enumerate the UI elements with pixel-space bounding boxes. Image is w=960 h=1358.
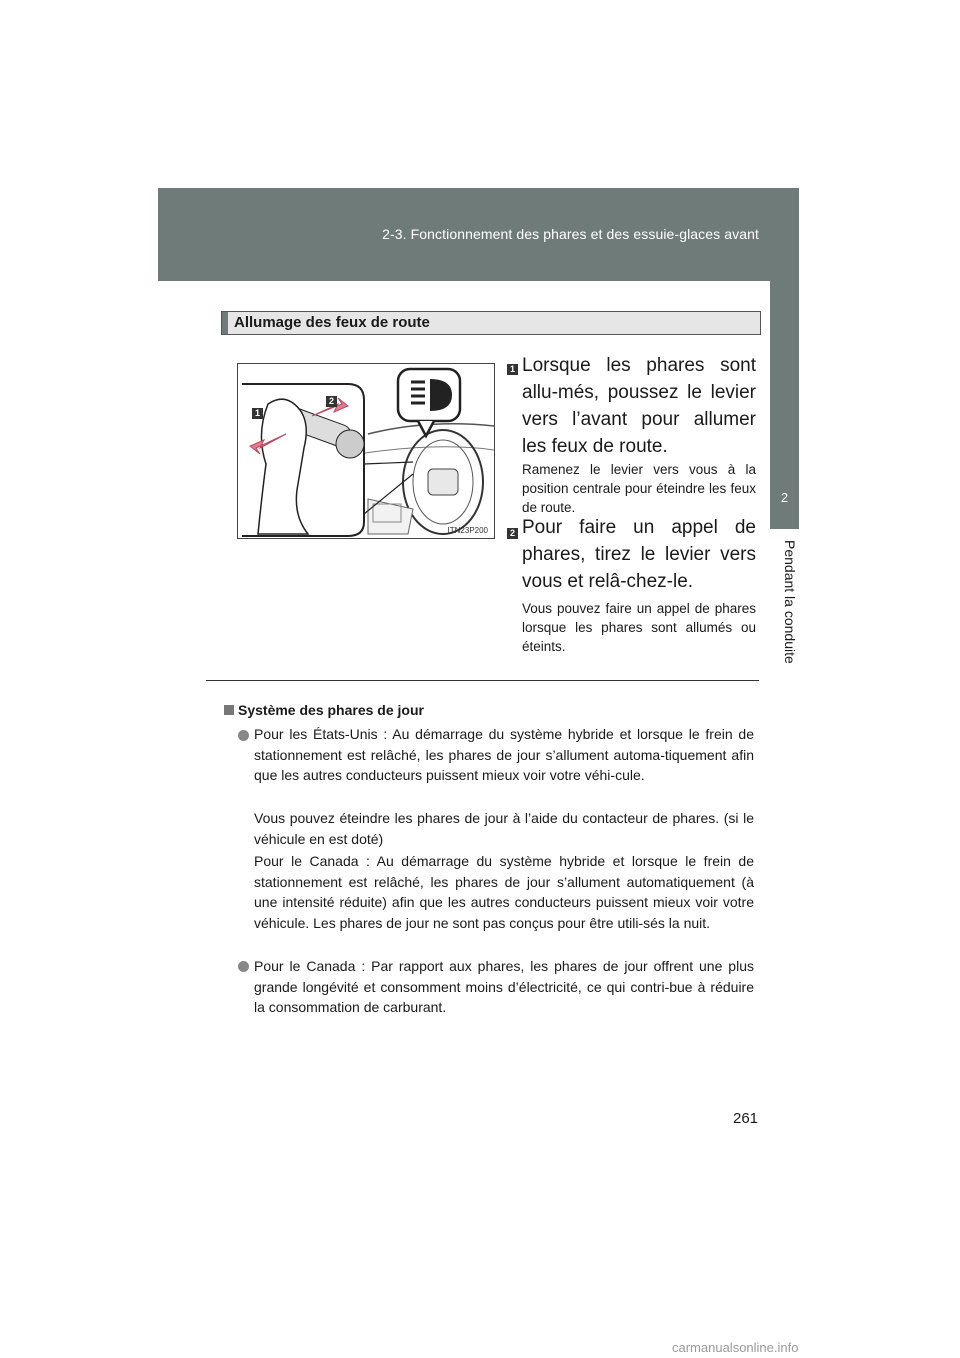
square-bullet-icon bbox=[224, 705, 234, 715]
figure-marker-2: 2 bbox=[326, 396, 337, 407]
lever-drawing bbox=[238, 364, 494, 538]
figure-marker-1: 1 bbox=[252, 408, 263, 419]
figure-code: ITN23P200 bbox=[447, 526, 488, 535]
info-heading-text: Système des phares de jour bbox=[238, 702, 424, 718]
info-bullet-1-paragraph-3: Pour le Canada : Au démarrage du système hybride et lorsque le frein de stationnement est relâché, les phares de jour s’allument automatiquement (à une intensité réduite) afin que les autres conducteurs puissent mieux voir votre véhicule. Les phares de jour ne sont pas conçus pour être utili-sés la nuit. bbox=[254, 853, 754, 931]
side-tab-number: 2 bbox=[780, 490, 789, 505]
info-bullet-1-paragraph-1: Pour les États-Unis : Au démarrage du système hybride et lorsque le frein de stationnement est relâché, les phares de jour s’allument automa-tiquement afin que les autres conducteurs puissent mieux voir votre véhi-cule. bbox=[254, 726, 754, 783]
circle-bullet-icon bbox=[238, 961, 249, 972]
circle-bullet-icon bbox=[238, 730, 249, 741]
section-divider bbox=[206, 680, 759, 681]
section-heading-accent bbox=[222, 312, 228, 334]
section-heading: Allumage des feux de route bbox=[234, 314, 430, 331]
info-heading bbox=[224, 702, 424, 718]
info-bullet-1-paragraph-2: Vous pouvez éteindre les phares de jour à l’aide du contacteur de phares. (si le véhicule en est doté) bbox=[254, 810, 754, 847]
section-heading-box bbox=[221, 311, 761, 335]
step-1-note: Ramenez le levier vers vous à la position centrale pour éteindre les feux de route. bbox=[522, 462, 756, 515]
step-marker-2: 2 bbox=[507, 528, 518, 539]
step-marker-1: 1 bbox=[507, 364, 518, 375]
step-2-text: Pour faire un appel de phares, tirez le levier vers vous et relâ-chez-le. bbox=[522, 517, 756, 592]
info-bullet-2: Pour le Canada : Par rapport aux phares, les phares de jour offrent une plus grande longévité et consomment moins d’électricité, ce qui contri-bue à réduire la consommation de carburant. bbox=[254, 958, 754, 1015]
chapter-header bbox=[158, 188, 799, 281]
step-1-text: Lorsque les phares sont allu-més, poussez le levier vers l’avant pour allumer les feux de route. bbox=[522, 355, 756, 457]
page-number: 261 bbox=[733, 1110, 759, 1127]
step-2-note: Vous pouvez faire un appel de phares lorsque les phares sont allumés ou éteints. bbox=[522, 601, 756, 654]
side-tab-label: Pendant la conduite bbox=[782, 540, 798, 664]
chapter-section-title: 2-3. Fonctionnement des phares et des essuie-glaces avant bbox=[382, 226, 759, 242]
lever-illustration bbox=[237, 363, 495, 539]
site-watermark: carmanualsonline.info bbox=[672, 1340, 799, 1355]
